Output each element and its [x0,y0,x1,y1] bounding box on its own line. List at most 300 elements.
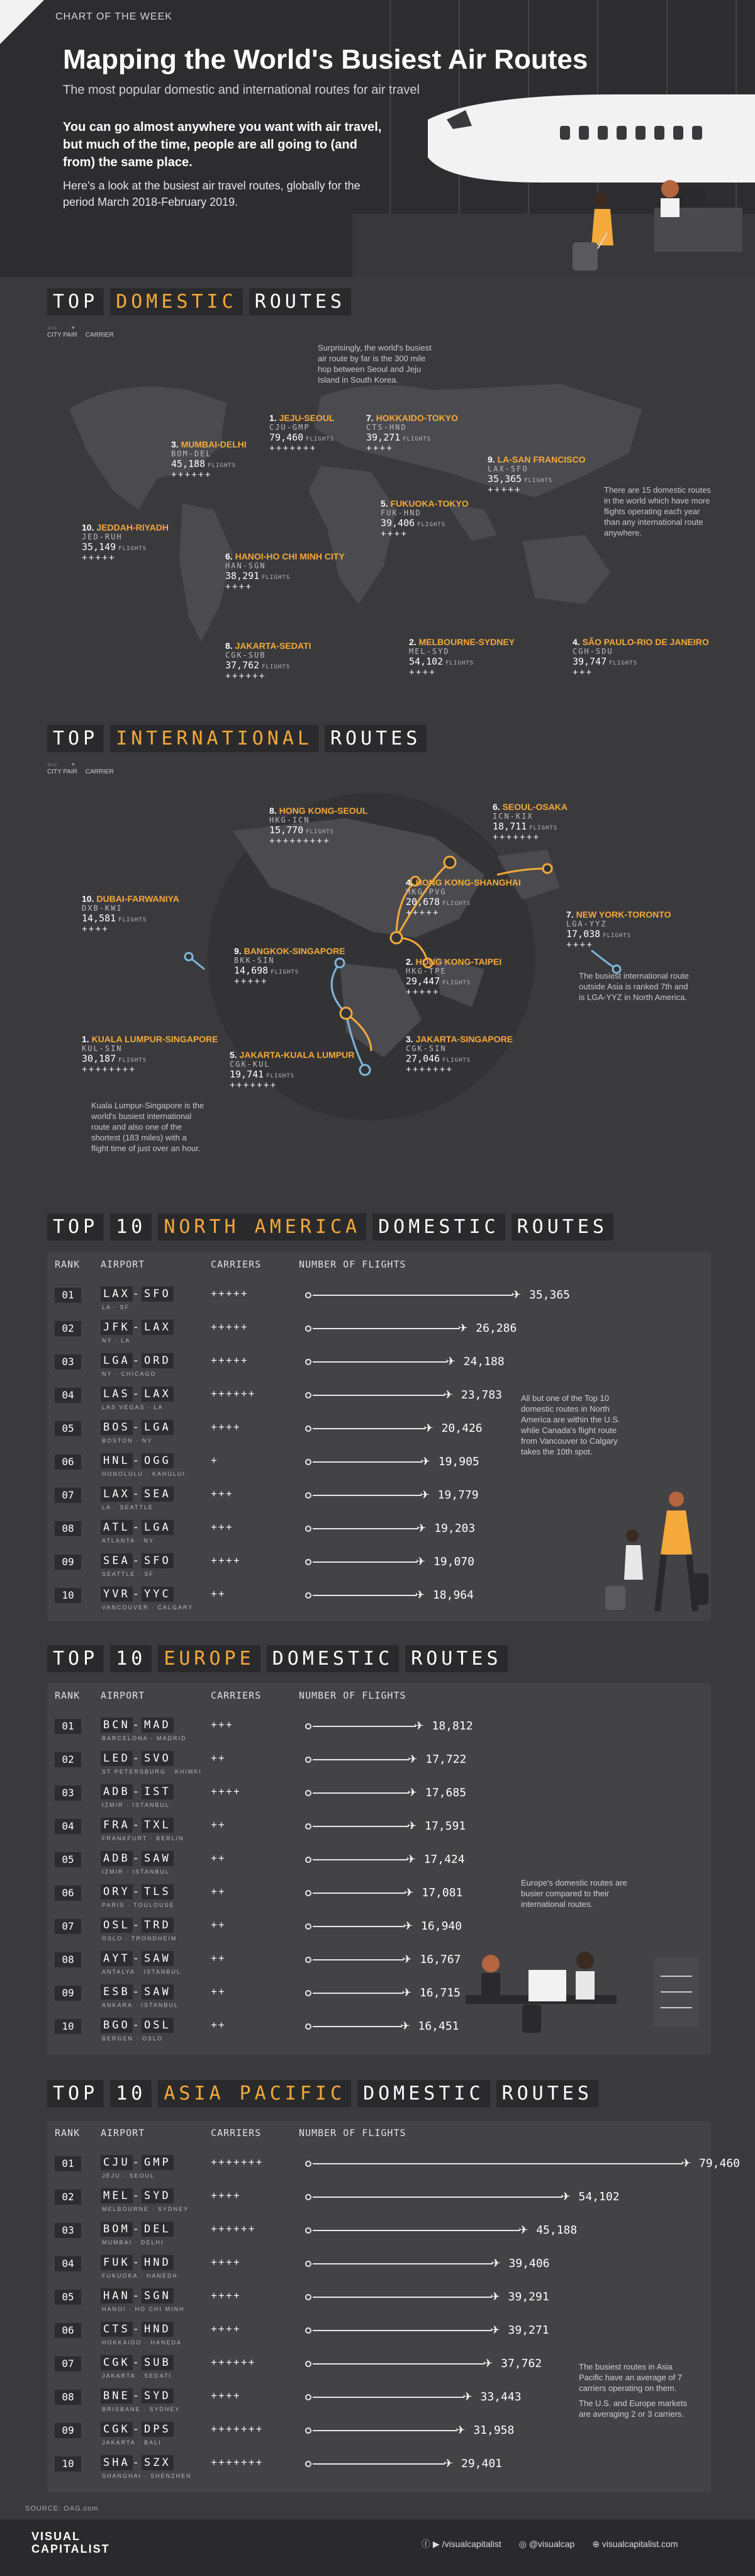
flights-unit: FLIGHTS [529,825,558,831]
route-cities: BOSTON · NY [102,1437,153,1444]
flights-bar [313,1295,513,1296]
route-dash: - [132,1919,142,1932]
route-flights: 39,747 FLIGHTS [573,656,638,667]
row-rank: 05 [55,1852,81,1867]
bar-origin-dot [305,2023,311,2030]
destination-code: SAW [142,1951,174,1966]
flights-value: 17,685 [425,1786,467,1799]
route-name [406,957,501,967]
flights-value: 16,451 [418,2020,459,2033]
route-cities: JAKARTA-KUALA LUMPUR [239,1050,355,1060]
plane-icon: ✈ [415,1555,426,1568]
flights-bar [313,2263,493,2264]
table-row [47,1316,711,1345]
route-carriers: ++++++ [225,671,266,682]
route-codes: LAX-SFO [488,464,528,473]
route-dash: - [132,2323,142,2336]
row-carriers: ++ [211,1588,226,1600]
route-rank: 3. [171,439,181,449]
destination-code: SYD [142,2188,174,2203]
destination-code: SUB [142,2355,174,2370]
route-codes: DXB-KWI [82,904,123,913]
route-cities: JAKARTA · SEDATI [102,2373,172,2379]
route-flights: 38,291 FLIGHTS [225,570,291,582]
plane-icon: ✈ [408,1753,418,1765]
route-carriers: ++++ [381,529,408,539]
route-label [409,637,515,678]
route-cities: SHANGHAI · SHENZHEN [102,2473,192,2479]
table-header: NUMBER OF FLIGHTS [299,1690,406,1701]
domestic-note-top: Surprisingly, the world's busiest air route by far is the 300 mile hop between Seoul and Jeju Island in South Korea. [318,343,432,385]
route-cities: IZMIR · ISTANBUL [102,1869,170,1875]
route-code [101,1719,174,1734]
plane-icon: ✈ [417,1522,427,1534]
route-code [101,1952,174,1967]
plane-icon: ✈ [458,1322,468,1334]
plane-icon: ✈ [404,1886,414,1899]
row-carriers: ++++++ [211,2356,256,2368]
flights-unit: FLIGHTS [262,664,291,670]
route-dash: - [132,2356,142,2369]
flights-unit: FLIGHTS [118,546,147,552]
title-word: ROUTES [325,725,427,752]
route-flights: 19,741 FLIGHTS [230,1069,295,1080]
flights-bar [313,2463,445,2465]
route-code [101,1786,174,1801]
table-header: NUMBER OF FLIGHTS [299,1259,406,1270]
map-legend [47,325,114,339]
destination-code: MAD [142,1718,174,1733]
flights-unit: FLIGHTS [118,917,147,923]
row-rank: 06 [55,1454,81,1470]
instagram-icon[interactable]: ◎ [518,2539,527,2549]
route-flights: 18,711 FLIGHTS [493,821,558,832]
origin-code: SHA [101,2455,133,2470]
international-section-title [47,725,427,752]
row-rank: 01 [55,1288,81,1303]
route-code [101,1321,174,1336]
route-rank: 2. [406,957,416,967]
bar-origin-dot [305,1890,311,1896]
route-cities: BARCELONA · MADRID [102,1735,187,1741]
row-carriers: +++++++ [211,2456,264,2468]
flights-bar [313,2430,457,2431]
route-cities: PARIS · TOULOUSE [102,1902,175,1908]
route-dash: - [132,2456,142,2469]
row-rank: 03 [55,1786,81,1801]
globe-icon[interactable]: ⊕ [592,2539,600,2549]
origin-code: OSL [101,1918,133,1933]
route-rank: 6. [493,802,503,812]
destination-code: ORD [142,1353,174,1368]
route-cities: JAKARTA · BALI [102,2439,162,2446]
route-label [493,802,568,843]
flights-bar [313,1826,408,1827]
route-flights: 20,678 FLIGHTS [406,896,471,908]
title-word: DOMESTIC [357,2080,490,2107]
route-code [101,1421,174,1436]
route-cities: KUALA LUMPUR-SINGAPORE [91,1034,218,1044]
route-code [101,1555,174,1570]
route-name [225,551,345,561]
route-flights: 37,762 FLIGHTS [225,660,291,671]
route-carriers: +++ [573,667,593,678]
route-rank: 9. [234,946,244,956]
route-label [406,1034,513,1075]
origin-code: ADB [101,1851,133,1866]
carrier-icon: + [71,762,76,768]
origin-code: HAN [101,2288,133,2303]
route-code [101,2356,174,2371]
bar-origin-dot [305,2327,311,2334]
title-word: 10 [110,1213,152,1240]
route-name [225,641,311,651]
route-flights: 79,460 FLIGHTS [269,432,335,443]
plane-icon: ✈ [681,2157,691,2169]
origin-code: ESB [101,1984,133,1999]
origin-code: FRA [101,1818,133,1833]
route-code [101,2156,174,2171]
destination-code: SEA [142,1487,174,1502]
route-label [225,551,345,592]
plane-icon: ✈ [401,1986,412,1999]
social-links [422,2538,678,2550]
origin-code: MEL [101,2188,133,2203]
table-header: AIRPORT [101,1690,145,1701]
destination-code: SAW [142,1851,174,1866]
plane-icon: ✈ [423,1422,433,1434]
route-label [269,413,335,454]
row-carriers: +++++ [211,1321,249,1333]
flights-value: 54,102 [578,2190,620,2203]
row-carriers: ++++ [211,2256,241,2268]
route-cities: JEJU-SEOUL [279,413,335,423]
flights-value: 17,722 [425,1753,467,1766]
bar-origin-dot [305,1957,311,1963]
route-code [101,2423,174,2438]
plane-icon: ✈ [415,1589,425,1601]
destination-code: HND [142,2322,174,2337]
title-word: 10 [110,1645,152,1672]
destination-code: DEL [142,2222,174,2237]
bar-origin-dot [305,1392,311,1398]
table-row [47,2151,741,2180]
route-label [406,957,501,998]
social-handle[interactable]: /visualcapitalist [442,2539,501,2549]
flights-bar [313,1893,405,1894]
flights-value: 16,715 [419,1986,461,1999]
route-code [101,2256,174,2271]
route-carriers: ++++ [366,443,394,454]
route-name [269,413,335,423]
destination-code: IST [142,1784,174,1799]
route-code [101,1986,174,2001]
route-code [101,1521,174,1536]
bar-origin-dot [305,1823,311,1830]
intro-text: Here's a look at the busiest air travel routes, globally for the period March 2018-February 2019. [63,179,361,208]
flights-unit: FLIGHTS [306,829,335,835]
bar-origin-dot [305,1592,311,1599]
flights-value: 37,762 [501,2357,542,2370]
plane-icon: ✈ [462,2390,473,2403]
route-code [101,1288,174,1303]
flights-value: 19,203 [434,1522,476,1535]
route-cities: ANKARA · ISTANBUL [102,2002,179,2008]
plane-icon: ✈ [483,2357,493,2370]
route-code [101,1852,174,1867]
route-cities: NEW YORK-TORONTO [576,909,671,920]
origin-code: BOM [101,2222,133,2237]
destination-code: SGN [142,2288,174,2303]
plane-icon: ✈ [443,1388,454,1401]
flights-bar [313,1759,409,1760]
plane-icon: ✈ [407,1820,417,1832]
route-code [101,2019,174,2034]
route-name [406,877,521,887]
bar-origin-dot [305,2361,311,2367]
route-cities: LA · SEATTLE [102,1504,154,1510]
row-carriers: +++++++ [211,2423,264,2435]
brand-corner [0,0,44,44]
table-row [47,2418,711,2447]
bar-origin-dot [305,2294,311,2300]
flights-value: 23,783 [461,1388,502,1402]
origin-code: BGO [101,2018,133,2033]
route-dash: - [132,1321,142,1334]
flights-value: 19,779 [437,1488,479,1502]
plane-icon: ✈ [444,2457,454,2470]
ap-note-1: The busiest routes in Asia Pacific have an average of 7 carriers operating on them. [579,2362,683,2393]
table-header: CARRIERS [211,2127,262,2139]
row-carriers: ++ [211,1752,226,1764]
city-pair-icon: ○-○ [47,325,57,332]
route-carriers: ++++ [225,582,253,592]
route-name [82,522,169,532]
route-cities: BERGEN · OSLO [102,2035,164,2042]
bar-origin-dot [305,2227,311,2234]
flights-bar [313,1528,418,1529]
flights-unit: FLIGHTS [118,1057,147,1064]
route-carriers: ++++++++ [82,1064,137,1075]
origin-code: CGK [101,2355,133,2370]
destination-code: LGA [142,1420,174,1435]
route-label [171,439,247,480]
flights-value: 17,591 [425,1820,466,1833]
table-header: RANK [55,1690,81,1701]
legend-carrier: CARRIER [85,332,114,339]
route-cities: HOKKAIDO-TOKYO [376,413,458,423]
route-dash: - [132,2390,142,2402]
origin-code: ORY [101,1884,133,1899]
title-word: 10 [110,2080,152,2107]
route-carriers: +++++++ [406,1064,454,1075]
route-carriers: ++++ [82,924,109,935]
row-carriers: ++ [211,1952,226,1964]
route-carriers: ++++ [566,940,594,950]
destination-code: SVO [142,1751,174,1766]
flights-value: 16,767 [420,1953,461,1966]
origin-code: LED [101,1751,133,1766]
visual-capitalist-logo: VISUAL CAPITALIST [31,2530,110,2555]
route-code [101,1454,174,1470]
route-codes: FUK-HND [381,509,422,517]
route-label [381,498,469,539]
route-name [366,413,458,423]
route-codes: BOM-DEL [171,449,212,458]
page-title: Mapping the World's Busiest Air Routes [63,44,588,75]
title-word: ROUTES [405,1645,507,1672]
origin-code: CGK [101,2422,133,2437]
bar-origin-dot [305,2161,311,2167]
flights-bar [313,1361,447,1363]
flights-value: 24,188 [463,1355,505,1368]
route-rank: 2. [409,637,419,647]
route-dash: - [132,1488,142,1500]
row-rank: 07 [55,1919,81,1934]
origin-code: LAX [101,1487,133,1502]
route-name [230,1050,354,1060]
route-name [269,806,367,816]
route-cities: JEJU · SEOUL [102,2173,155,2179]
flights-bar [313,1792,409,1794]
flights-value: 39,291 [508,2290,549,2303]
title-word: ASIA PACIFIC [158,2080,351,2107]
destination-code: LAX [142,1386,174,1402]
title-word: DOMESTIC [372,1213,505,1240]
route-flights: 29,447 FLIGHTS [406,976,471,987]
row-carriers: ++++ [211,1555,241,1566]
route-codes: CJU-GMP [269,423,310,432]
row-rank: 07 [55,2356,81,2371]
destination-code: SYD [142,2388,174,2404]
table-header: CARRIERS [211,1259,262,1270]
bar-origin-dot [305,1559,311,1565]
bar-origin-dot [305,1790,311,1796]
bar-origin-dot [305,1723,311,1730]
instagram-handle[interactable]: @visualcap [528,2539,575,2549]
carrier-icon: + [71,325,76,332]
international-note-left: Kuala Lumpur-Singapore is the world's busiest international route and also one of the shortest (183 miles) with a flight time of just over an hour. [91,1101,204,1153]
table-header: AIRPORT [101,1259,145,1270]
route-code [101,1488,174,1503]
route-name [409,637,515,647]
route-rank: 5. [230,1050,240,1060]
flights-bar [313,2297,492,2298]
route-name [234,946,345,956]
destination-code: LAX [142,1320,174,1335]
ap-note-2: The U.S. and Europe markets are averaging 2 or 3 carriers. [579,2399,687,2419]
route-flights: 35,365 FLIGHTS [488,473,553,485]
route-rank: 5. [381,498,391,509]
row-carriers: + [211,1454,218,1466]
route-rank: 4. [573,637,583,647]
route-code [101,2456,174,2472]
route-flights: 17,038 FLIGHTS [566,928,632,940]
row-carriers: ++ [211,1852,226,1864]
route-code [101,2190,174,2205]
route-codes: CGH-SDU [573,647,613,656]
website-link[interactable]: visualcapitalist.com [601,2539,678,2549]
route-cities: HANOI-HO CHI MINH CITY [235,551,345,561]
route-cities: SEOUL-OSAKA [502,802,568,812]
route-code [101,1919,174,1934]
flights-bar [313,2230,520,2231]
youtube-icon[interactable]: ▶ [432,2539,440,2549]
route-cities: MUMBAI-DELHI [181,439,247,449]
plane-icon: ✈ [445,1355,456,1368]
destination-code: SFO [142,1286,174,1302]
city-pair-icon: ○-○ [47,762,57,768]
route-code [101,2390,174,2405]
flights-value: 19,905 [438,1455,479,1468]
route-rank: 9. [488,454,498,464]
route-dash: - [132,1588,142,1600]
route-carriers: +++++ [406,987,440,998]
route-rank: 4. [406,877,416,887]
row-rank: 10 [55,2456,81,2472]
row-rank: 10 [55,2019,81,2034]
bar-origin-dot [305,1459,311,1465]
title-word: DOMESTIC [110,288,243,315]
origin-code: HNL [101,1453,133,1468]
route-dash: - [132,1986,142,1998]
destination-code: TLS [142,1884,174,1899]
route-dash: - [132,1952,142,1965]
row-rank: 08 [55,1521,81,1536]
row-rank: 03 [55,1354,81,1370]
route-cities: LA · SF [102,1304,130,1310]
route-cities: VANCOUVER · CALGARY [102,1604,194,1611]
flights-unit: FLIGHTS [208,463,237,469]
route-flights: 39,271 FLIGHTS [366,432,432,443]
row-rank: 04 [55,2256,81,2271]
route-codes: HAN-SGN [225,561,266,570]
flights-bar [313,1428,425,1429]
table-row [47,1283,711,1312]
route-dash: - [132,1521,142,1534]
route-codes: ICN-KIX [493,812,534,821]
origin-code: LGA [101,1353,133,1368]
origin-code: YVR [101,1587,133,1602]
table-row [47,2451,711,2480]
row-carriers: ++ [211,2019,226,2031]
bar-origin-dot [305,2261,311,2267]
flights-bar [313,1993,403,1994]
route-cities: LAS VEGAS · LA [102,1404,164,1410]
destination-code: TXL [142,1818,174,1833]
row-rank: 03 [55,2223,81,2238]
bar-origin-dot [305,1923,311,1930]
route-cities: BRISBANE · SYDNEY [102,2406,181,2412]
destination-code: LGA [142,1520,174,1535]
route-cities: SEATTLE · SF [102,1571,154,1577]
table-row [47,1349,711,1378]
route-name [171,439,247,449]
route-flights: 39,406 FLIGHTS [381,517,446,529]
facebook-icon[interactable]: ⓕ [422,2539,430,2549]
row-rank: 01 [55,2156,81,2171]
row-carriers: ++++ [211,2290,241,2302]
plane-icon: ✈ [512,1288,522,1301]
route-codes: CGK-SUB [225,651,266,660]
bar-origin-dot [305,1526,311,1532]
eu-note: Europe's domestic routes are busier compared to their international routes. [521,1878,627,1909]
route-label [566,909,671,950]
route-rank: 8. [269,806,279,816]
route-dash: - [132,1288,142,1300]
row-rank: 10 [55,1588,81,1603]
row-carriers: +++++ [211,1288,249,1300]
